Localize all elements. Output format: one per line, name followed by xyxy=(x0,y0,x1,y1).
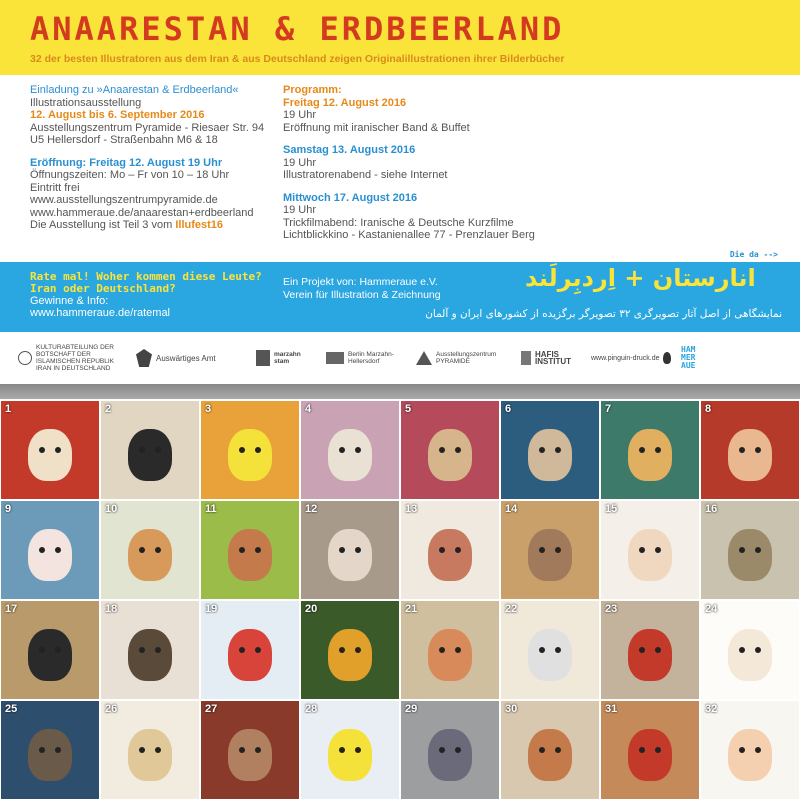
exhibition-info xyxy=(30,84,290,232)
venue-address: Ausstellungszentrum Pyramide - Riesaer Str. 94 xyxy=(30,121,265,134)
eye xyxy=(655,647,661,653)
tile-number: 22 xyxy=(505,603,518,615)
tile-number: 15 xyxy=(605,503,618,515)
illustration-tile xyxy=(600,700,700,800)
program-info xyxy=(283,84,583,242)
illustration-tile xyxy=(600,600,700,700)
eye xyxy=(355,447,361,453)
character-face xyxy=(528,529,572,581)
tile-number: 12 xyxy=(305,503,318,515)
eye xyxy=(439,447,445,453)
eye xyxy=(255,547,261,553)
eye xyxy=(455,447,461,453)
tile-number: 9 xyxy=(5,503,12,515)
eye xyxy=(639,547,645,553)
character-face xyxy=(628,429,672,481)
tile-number: 23 xyxy=(605,603,618,615)
sponsor-logos xyxy=(0,332,800,384)
event3-desc: Trickfilmabend: Iranische & Deutsche Kurzfilme xyxy=(283,216,514,229)
tile-number: 19 xyxy=(205,603,218,615)
tile-number: 26 xyxy=(105,703,118,715)
quiz-block xyxy=(30,271,262,319)
exhibition-dates: 12. August bis 6. September 2016 xyxy=(30,109,205,121)
eye xyxy=(739,647,745,653)
project-by: Ein Projekt von: Hammeraue e.V. xyxy=(283,276,438,288)
character-face xyxy=(128,529,172,581)
character-face xyxy=(328,529,372,581)
tile-number: 7 xyxy=(605,403,612,415)
eagle-icon xyxy=(136,349,152,367)
tile-number: 2 xyxy=(105,403,112,415)
exhibition-url-link[interactable]: www.hammeraue.de/anaarestan+erdbeerland xyxy=(30,206,254,219)
character-face xyxy=(728,529,772,581)
eye xyxy=(755,747,761,753)
illustration-tile xyxy=(400,400,500,500)
eye xyxy=(539,447,545,453)
illustration-tile xyxy=(400,500,500,600)
eye xyxy=(39,747,45,753)
logo-marzahn-stam: marzahn stam xyxy=(256,350,326,366)
eye xyxy=(55,647,61,653)
eye xyxy=(539,547,545,553)
illufest-link[interactable]: Illufest16 xyxy=(175,219,224,231)
grid-divider xyxy=(0,384,800,399)
tile-number: 10 xyxy=(105,503,118,515)
illustration-tile xyxy=(500,700,600,800)
eye xyxy=(339,547,345,553)
eye xyxy=(455,747,461,753)
tile-number: 14 xyxy=(505,503,518,515)
illustration-tile xyxy=(300,600,400,700)
quiz-url-link[interactable]: www.hammeraue.de/ratemal xyxy=(30,307,171,319)
eye xyxy=(439,547,445,553)
eye xyxy=(255,447,261,453)
eye xyxy=(139,547,145,553)
character-face xyxy=(428,529,472,581)
exhibition-type: Illustrationsausstellung xyxy=(30,96,142,109)
project-block xyxy=(283,276,441,301)
illustration-tile xyxy=(0,400,100,500)
project-org: Verein für Illustration & Zeichnung xyxy=(283,288,441,301)
tile-number: 28 xyxy=(305,703,318,715)
tile-number: 27 xyxy=(205,703,218,715)
event2-time: 19 Uhr xyxy=(283,156,317,169)
eye xyxy=(439,647,445,653)
tile-number: 25 xyxy=(5,703,18,715)
transit-info: U5 Hellersdorf - Straßenbahn M6 & 18 xyxy=(30,134,218,146)
character-face xyxy=(228,629,272,681)
illustration-tile xyxy=(700,700,800,800)
illustration-tile xyxy=(0,500,100,600)
character-face xyxy=(128,729,172,781)
eye xyxy=(39,647,45,653)
page-subtitle: 32 der besten Illustratoren aus dem Iran & aus Deutschland zeigen Originalillustrationen ihrer Bilderbücher xyxy=(30,53,565,65)
tile-number: 32 xyxy=(705,703,718,715)
event1-date: Freitag 12. August 2016 xyxy=(283,96,407,109)
character-face xyxy=(228,429,272,481)
eye xyxy=(555,647,561,653)
illustration-tile xyxy=(500,500,600,600)
character-face xyxy=(328,729,372,781)
opening-hours: Öffnungszeiten: Mo – Fr von 10 – 18 Uhr xyxy=(30,169,230,181)
eye xyxy=(339,447,345,453)
logo-berlin: Berlin Marzahn-Hellersdorf xyxy=(326,351,416,365)
event1-time: 19 Uhr xyxy=(283,109,317,121)
illustration-tile xyxy=(700,400,800,500)
tile-number: 16 xyxy=(705,503,718,515)
festival-note: Die Ausstellung ist Teil 3 vom Illufest16 xyxy=(30,219,224,231)
illustration-tile xyxy=(100,500,200,600)
opening-info: Eröffnung: Freitag 12. August 19 Uhr xyxy=(30,156,223,169)
eye xyxy=(439,747,445,753)
eye xyxy=(355,547,361,553)
event2-desc: Illustratorenabend - siehe Internet xyxy=(283,169,448,181)
illustration-grid xyxy=(0,400,800,800)
quiz-question-2: Iran oder Deutschland? xyxy=(30,282,176,295)
illustration-tile xyxy=(0,600,100,700)
eye xyxy=(155,647,161,653)
eye xyxy=(455,547,461,553)
eye xyxy=(539,747,545,753)
eye xyxy=(755,547,761,553)
event3-place: Lichtblickkino - Kastanienallee 77 - Prenzlauer Berg xyxy=(283,229,535,241)
character-face xyxy=(28,429,72,481)
eye xyxy=(255,747,261,753)
logo-pyramide: Ausstellungszentrum PYRAMIDE xyxy=(416,351,521,365)
eye xyxy=(755,647,761,653)
event1-desc: Eröffnung mit iranischer Band & Buffet xyxy=(283,121,470,134)
penguin-icon xyxy=(663,352,671,364)
illustration-tile xyxy=(500,400,600,500)
tile-number: 6 xyxy=(505,403,512,415)
quiz-band xyxy=(0,262,800,332)
emblem-icon xyxy=(18,351,32,365)
eye xyxy=(39,547,45,553)
tile-number: 24 xyxy=(705,603,718,615)
logo-hafis: HAFIS INSTITUT xyxy=(521,351,591,365)
illustration-tile xyxy=(200,400,300,500)
logo-pinguin-druck: www.pinguin-druck.de xyxy=(591,352,681,364)
berlin-icon xyxy=(326,352,344,364)
eye xyxy=(555,747,561,753)
die-da-pointer: Die da --> xyxy=(729,250,778,259)
venue-url-link[interactable]: www.ausstellungszentrumpyramide.de xyxy=(30,194,218,206)
illustration-tile xyxy=(300,500,400,600)
character-face xyxy=(528,429,572,481)
eye xyxy=(655,747,661,753)
tile-number: 1 xyxy=(5,403,12,415)
eye xyxy=(339,647,345,653)
character-face xyxy=(28,729,72,781)
logo-auswaertiges-amt: Auswärtiges Amt xyxy=(136,349,256,367)
logo-hammeraue: HAM MER AUE xyxy=(681,345,696,370)
eye xyxy=(239,447,245,453)
quiz-question-1: Rate mal! Woher kommen diese Leute? xyxy=(30,270,262,283)
illustration-tile xyxy=(500,600,600,700)
character-face xyxy=(728,429,772,481)
illustration-tile xyxy=(600,500,700,600)
tile-number: 8 xyxy=(705,403,712,415)
tile-number: 13 xyxy=(405,503,418,515)
character-face xyxy=(28,529,72,581)
eye xyxy=(155,747,161,753)
eye xyxy=(539,647,545,653)
tile-number: 5 xyxy=(405,403,412,415)
eye xyxy=(639,747,645,753)
character-face xyxy=(428,429,472,481)
stam-icon xyxy=(256,350,270,366)
character-face xyxy=(128,629,172,681)
character-face xyxy=(728,629,772,681)
character-face xyxy=(428,629,472,681)
eye xyxy=(239,547,245,553)
character-face xyxy=(28,629,72,681)
tile-number: 3 xyxy=(205,403,212,415)
illustration-tile xyxy=(600,400,700,500)
quiz-win: Gewinne & Info: xyxy=(30,295,109,307)
eye xyxy=(255,647,261,653)
eye xyxy=(455,647,461,653)
eye xyxy=(555,547,561,553)
eye xyxy=(55,447,61,453)
tile-number: 30 xyxy=(505,703,518,715)
character-face xyxy=(328,429,372,481)
character-face xyxy=(528,729,572,781)
pyramid-icon xyxy=(416,351,432,365)
character-face xyxy=(728,729,772,781)
illustration-tile xyxy=(200,500,300,600)
eye xyxy=(139,747,145,753)
event2-date: Samstag 13. August 2016 xyxy=(283,144,416,156)
illustration-tile xyxy=(700,500,800,600)
eye xyxy=(355,647,361,653)
illustration-tile xyxy=(100,600,200,700)
eye xyxy=(155,547,161,553)
tile-number: 11 xyxy=(205,503,217,515)
eye xyxy=(739,447,745,453)
entry-info: Eintritt frei xyxy=(30,181,80,194)
eye xyxy=(139,447,145,453)
eye xyxy=(355,747,361,753)
illustration-tile xyxy=(300,400,400,500)
eye xyxy=(139,647,145,653)
persian-title: انارستان + اِردبِرلَند xyxy=(525,264,756,292)
event3-date: Mittwoch 17. August 2016 xyxy=(283,191,418,204)
illustration-tile xyxy=(100,700,200,800)
hafis-icon xyxy=(521,351,531,365)
program-heading: Programm: xyxy=(283,84,342,96)
illustration-tile xyxy=(100,400,200,500)
eye xyxy=(655,447,661,453)
tile-number: 18 xyxy=(105,603,118,615)
eye xyxy=(55,747,61,753)
tile-number: 20 xyxy=(305,603,318,615)
tile-number: 21 xyxy=(405,603,418,615)
illustration-tile xyxy=(700,600,800,700)
eye xyxy=(239,747,245,753)
character-face xyxy=(228,529,272,581)
illustration-tile xyxy=(400,700,500,800)
eye xyxy=(655,547,661,553)
event3-time: 19 Uhr xyxy=(283,204,317,216)
eye xyxy=(239,647,245,653)
illustration-tile xyxy=(400,600,500,700)
character-face xyxy=(228,729,272,781)
illustration-tile xyxy=(0,700,100,800)
eye xyxy=(155,447,161,453)
character-face xyxy=(628,729,672,781)
illustration-tile xyxy=(200,700,300,800)
tile-number: 4 xyxy=(305,403,312,415)
character-face xyxy=(628,529,672,581)
eye xyxy=(39,447,45,453)
page-title: ANAARESTAN & ERDBEERLAND xyxy=(30,10,565,48)
character-face xyxy=(528,629,572,681)
tile-number: 31 xyxy=(605,703,618,715)
invite-text: Einladung zu »Anaarestan & Erdbeerland« xyxy=(30,84,239,96)
header-banner xyxy=(0,0,800,75)
eye xyxy=(755,447,761,453)
eye xyxy=(739,747,745,753)
eye xyxy=(339,747,345,753)
eye xyxy=(639,647,645,653)
illustration-tile xyxy=(300,700,400,800)
character-face xyxy=(328,629,372,681)
tile-number: 29 xyxy=(405,703,418,715)
persian-subtitle: نمایشگاهی از اصل آثار تصویرگری ۳۲ تصویرگر برگزیده از کشورهای ایران و آلمان xyxy=(425,308,782,320)
tile-number: 17 xyxy=(5,603,18,615)
eye xyxy=(739,547,745,553)
character-face xyxy=(128,429,172,481)
character-face xyxy=(628,629,672,681)
logo-iran-embassy: KULTURABTEILUNG DER BOTSCHAFT DER ISLAMISCHEN REPUBLIK IRAN IN DEUTSCHLAND xyxy=(18,344,128,372)
eye xyxy=(555,447,561,453)
character-face xyxy=(428,729,472,781)
eye xyxy=(55,547,61,553)
eye xyxy=(639,447,645,453)
illustration-tile xyxy=(200,600,300,700)
